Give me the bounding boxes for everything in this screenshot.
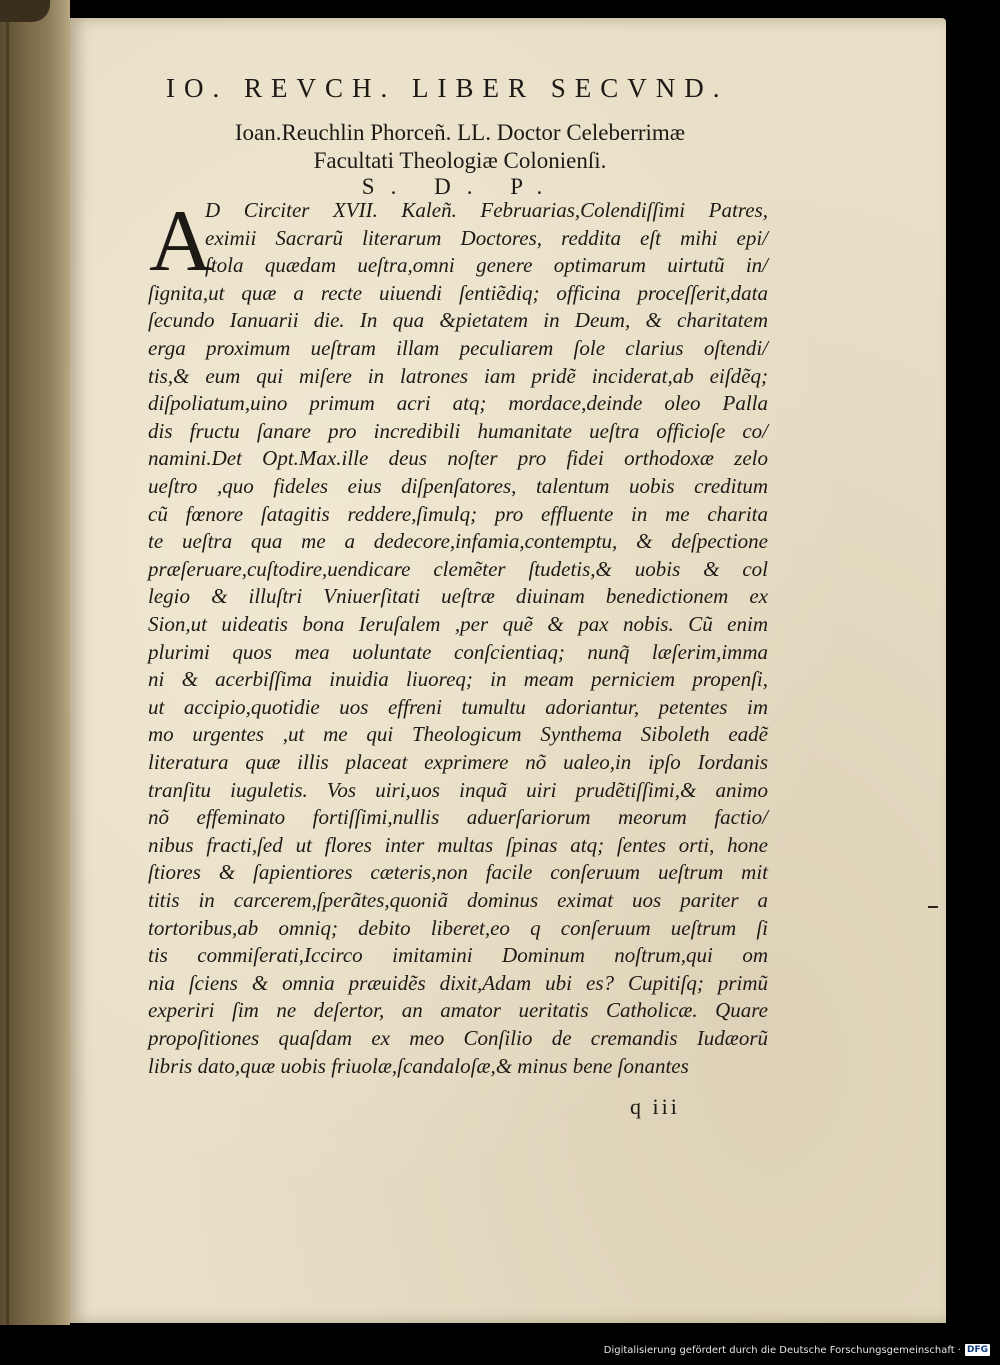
body-line: experiri ſim ne deſertor, an amator ueritatis Catholicæ. Quare [148, 998, 768, 1023]
body-line: D Circiter XVII. Kaleñ. Februarias,Colendiſſimi Patres, [205, 198, 768, 222]
body-line: nibus fracti,ſed ut flores inter multas ſpinas atq; ſentes orti, hone [148, 832, 768, 857]
body-line: literatura quæ illis placeat exprimere nõ ualeo,in ipſo Iordanis [148, 750, 768, 774]
body-line: plurimi quos mea uoluntate conſcientiaq; nunq̃ læſerim,imma [148, 639, 768, 664]
body-line: libris dato,quæ uobis friuolæ,ſcandaloſæ,& minus bene ſonantes [148, 1053, 689, 1078]
body-line: Sion,ut uideatis bona Ieruſalem ,per quẽ & pax nobis. Cũ enim [148, 612, 768, 636]
body-line: ſtiores & ſapientiores cæteris,non facile conſeruum ueſtrum mit [148, 860, 768, 885]
body-line: tis commiſerati,Iccirco imitamini Dominum noſtrum,qui om [148, 943, 768, 968]
book-binding-edge [0, 0, 70, 1325]
letter-heading-line-2: Facultati Theologiæ Colonienſi. [313, 148, 607, 173]
body-line: titis in carcerem,ſperãtes,quoniã dominus eximat uos pariter a [148, 888, 768, 912]
book-page [70, 18, 946, 1323]
body-line: legio & illuſtri Vniuerſitati ueſtræ diuinam benedictionem ex [148, 584, 768, 609]
signature-mark: q iii [630, 1094, 680, 1119]
body-line: ſecundo Ianuarii die. In qua &pietatem in Deum, & charitatem [148, 308, 768, 333]
body-line: nia ſciens & omnia præuidẽs dixit,Adam ubi es? Cupitiſq; primũ [148, 970, 768, 995]
body-line: cũ fœnore ſatagitis reddere,ſimulq; pro effluente in me charita [148, 501, 768, 526]
body-line: namini.Det Opt.Max.ille deus noſter pro fidei orthodoxæ zelo [148, 446, 768, 471]
letter-heading-line-1: Ioan.Reuchlin Phorceñ. LL. Doctor Celeberrimæ [234, 120, 686, 145]
margin-mark [928, 906, 938, 908]
body-line: te ueſtra qua me a dedecore,infamia,contemptu, & deſpectione [148, 529, 768, 554]
body-line: ni & acerbiſſima inuidia liuoreq; in meam perniciem propenſi, [148, 667, 768, 692]
body-line: propoſitiones quaſdam ex meo Conſilio de cremandis Iudæorũ [148, 1026, 768, 1050]
body-line: ueſtro ,quo fideles eius diſpenſatores, talentum uobis creditum [148, 474, 768, 498]
body-line: tis,& eum qui miſere in latrones iam pridẽ inciderat,ab eiſdẽq; [148, 363, 768, 388]
footer-text: Digitalisierung gefördert durch die Deutsche Forschungsgemeinschaft · [603, 1344, 961, 1356]
body-line: dis fructu ſanare pro incredibili humanitate ueſtra officioſe co/ [148, 418, 768, 443]
body-line: tortoribus,ab omniq; debito liberet,eo q conſeruum ueſtrum ſi [148, 915, 768, 940]
body-line: tranſitu iuguletis. Vos uiri,uos inquã uiri prudẽtiſſimi,& animo [148, 777, 768, 802]
body-line: mo urgentes ,ut me qui Theologicum Synthema Siboleth eadẽ [148, 722, 768, 747]
body-line: ſignita,ut quæ a recte uiuendi ſentiẽdiq; officina proceſſerit,data [148, 280, 768, 305]
dfg-logo: DFG [966, 1345, 988, 1355]
drop-cap: A [149, 193, 213, 290]
body-line: ut accipio,quotidie uos effreni tumultu adoriantur, petentes im [148, 694, 768, 719]
body-line: præſeruare,cuſtodire,uendicare clemẽter ſtudetis,& uobis & col [148, 556, 768, 581]
digitization-footer [604, 1339, 990, 1361]
body-line: diſpoliatum,uino primum acri atq; mordace,deinde oleo Palla [148, 391, 768, 416]
body-line: nõ effeminato fortiſſimi,nullis aduerſariorum meorum factio/ [148, 805, 768, 830]
body-line: eximii Sacrarũ literarum Doctores, reddita eſt mihi epi/ [205, 225, 768, 250]
letter-salutation: S. D. P. [361, 174, 559, 199]
body-line: erga proximum ueſtram illam peculiarem ſole clarius oſtendi/ [148, 336, 768, 360]
body-line: ſtola quædam ueſtra,omni genere optimarum uirtutũ in/ [205, 253, 768, 278]
running-head: IO. REVCH. LIBER SECVND. [166, 73, 729, 103]
